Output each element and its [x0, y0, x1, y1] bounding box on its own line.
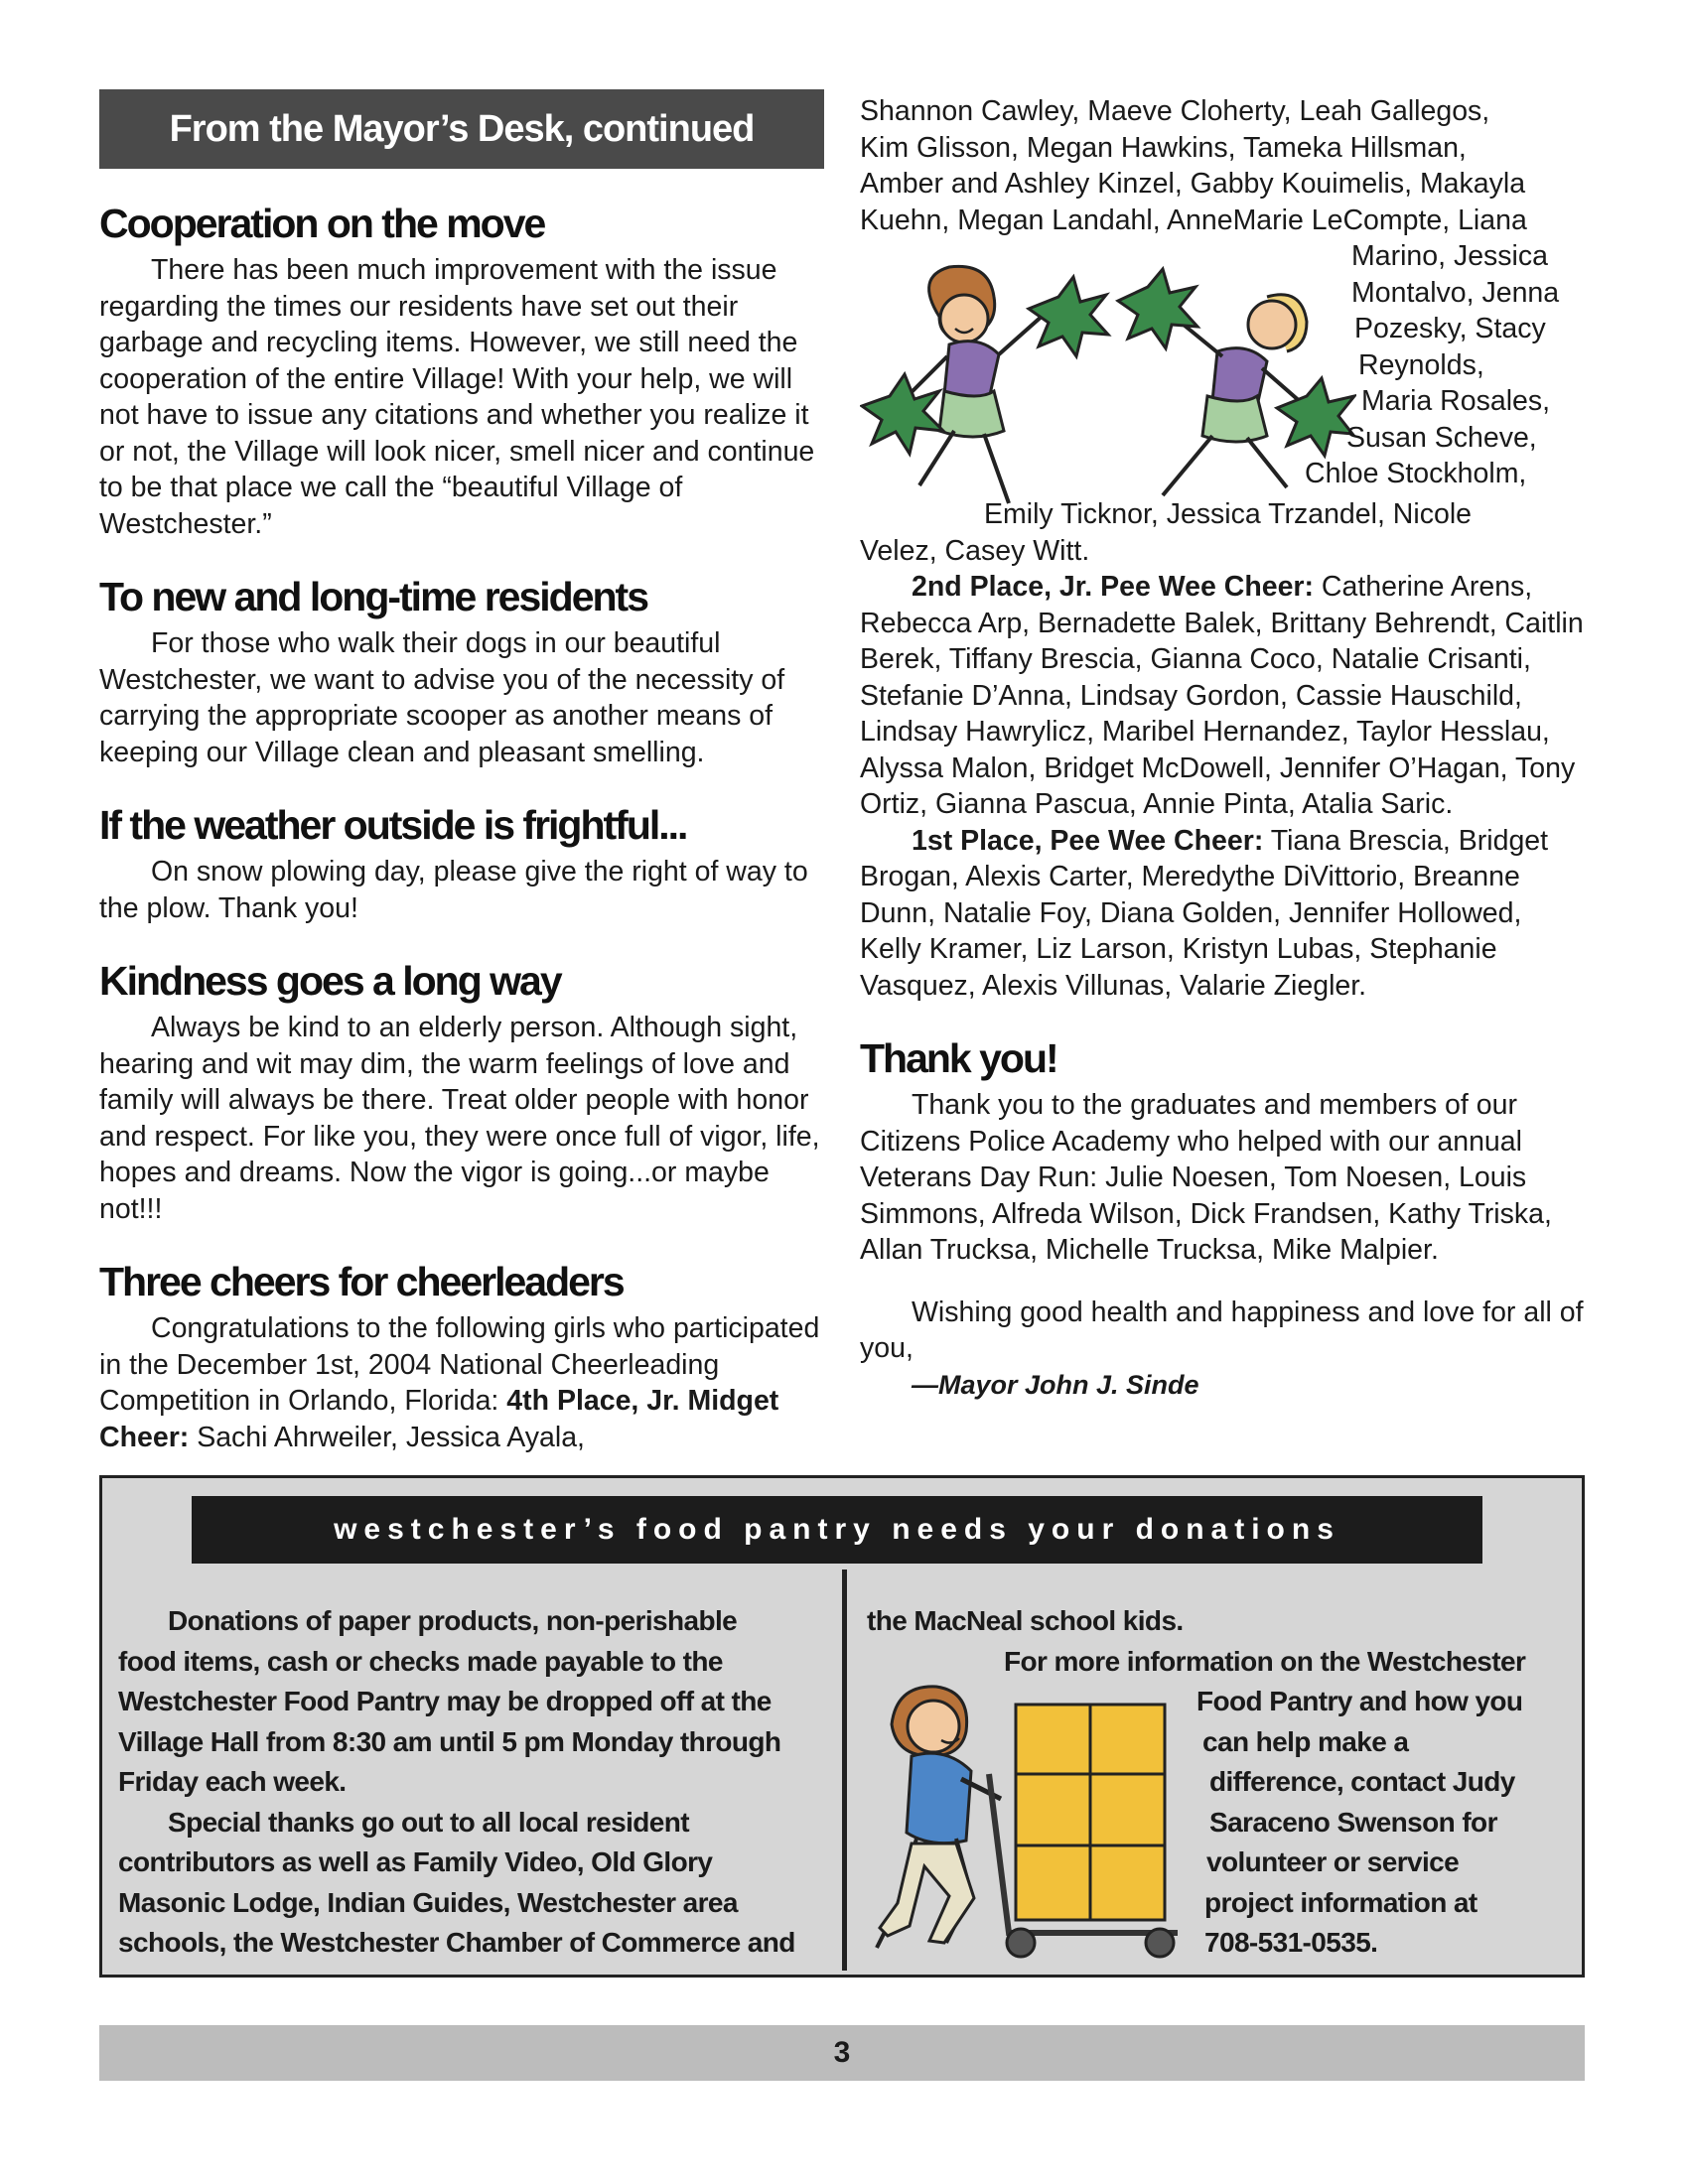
pantry-line: Special thanks go out to all local resident	[168, 1806, 689, 1838]
pantry-line: project information at	[1204, 1886, 1477, 1918]
pantry-line: contributors as well as Family Video, Old Glory	[118, 1846, 713, 1877]
pantry-line: Masonic Lodge, Indian Guides, Westchester area	[118, 1886, 738, 1918]
paragraph-first-place	[860, 823, 1585, 1005]
names-line: Chloe Stockholm,	[1305, 458, 1527, 489]
names-line: Pozesky, Stacy	[1354, 313, 1546, 344]
pantry-column-divider	[842, 1570, 847, 1971]
heading-cheerleaders: Three cheers for cheerleaders	[99, 1259, 624, 1304]
paragraph-weather: On snow plowing day, please give the right of way to the plow. Thank you!	[99, 856, 808, 924]
names-line: Montalvo, Jenna	[1351, 276, 1560, 309]
names-line: Maria Rosales,	[1361, 385, 1551, 417]
pantry-title-bar: westchester’s food pantry needs your donations	[192, 1496, 1482, 1564]
paragraph-residents: For those who walk their dogs in our beautiful Westchester, we want to advise you of the necessity of carrying the appropriate scooper as another means of keeping our Village clean and pleasant smelling.	[99, 627, 785, 768]
names-line: Reynolds,	[1358, 348, 1484, 381]
pantry-line: Westchester Food Pantry may be dropped off at the	[118, 1686, 772, 1716]
names-line: Kim Glisson, Megan Hawkins, Tameka Hillsman,	[860, 131, 1467, 164]
pantry-line: Saraceno Swenson for	[1209, 1806, 1497, 1838]
pantry-line: Food Pantry and how you	[1196, 1686, 1523, 1716]
place-1st-label: 1st Place, Pee Wee Cheer:	[912, 824, 1264, 857]
cheer-intro: Congratulations to the following girls who participated in the December 1st, 2004 National Cheerleading Competition in Orlando, Florida:	[99, 1312, 820, 1417]
pantry-line: Friday each week.	[118, 1766, 347, 1797]
food-pantry-box	[99, 1475, 1585, 1978]
pantry-line: difference, contact Judy	[1209, 1766, 1515, 1797]
mayor-signature: —Mayor John J. Sinde	[912, 1369, 1199, 1400]
paragraph-second-place	[860, 569, 1585, 823]
paragraph-cooperation: There has been much improvement with the issue regarding the times our residents have set out their garbage and recycling items. However, we still need the cooperation of the entire Village! With your help, we will not have to issue any citations and whether you realize it or not, the Village will look nicer, smell nicer and continue to be that place we call the “beautiful Village of Westchester.”	[99, 254, 815, 540]
pantry-line: Donations of paper products, non-perishable	[168, 1605, 738, 1636]
right-column	[860, 93, 1585, 1403]
pantry-line: For more information on the Westchester	[1004, 1645, 1526, 1677]
pantry-line: 708-531-0535.	[1204, 1927, 1378, 1958]
pantry-line: Village Hall from 8:30 am until 5 pm Monday through	[118, 1725, 781, 1757]
paragraph-cheerleaders	[99, 1310, 824, 1455]
page-number-bar	[99, 2025, 1585, 2081]
pantry-line: can help make a	[1202, 1725, 1409, 1757]
names-line: Shannon Cawley, Maeve Cloherty, Leah Gallegos,	[860, 95, 1490, 127]
left-column	[99, 89, 824, 1455]
names-line: Kuehn, Megan Landahl, AnneMarie LeCompte, Liana	[860, 204, 1527, 236]
pantry-line: schools, the Westchester Chamber of Commerce and	[118, 1927, 795, 1958]
second-place-names: Catherine Arens, Rebecca Arp, Bernadette Balek, Brittany Behrendt, Caitlin Berek, Tiffany Brescia, Gianna Coco, Natalie Crisanti, Stefanie D’Anna, Lindsay Gordon, Cassie Hauschild, Lindsay Hawrylicz, Maribel Hernandez, Taylor Hesslau, Alyssa Malon, Bridget McDowell, Jennifer O’Hagan, Tony Ortiz, Gianna Pascua, Annie Pinta, Atalia Saric.	[860, 571, 1584, 820]
names-line: Marino, Jessica	[1351, 240, 1548, 272]
names-line: Amber and Ashley Kinzel, Gabby Kouimelis, Makayla	[860, 168, 1526, 200]
heading-residents: To new and long-time residents	[99, 574, 648, 619]
cheer-names-start: Sachi Ahrweiler, Jessica Ayala,	[189, 1421, 585, 1453]
section-banner: From the Mayor’s Desk, continued	[99, 89, 824, 169]
first-place-names: Tiana Brescia, Bridget Brogan, Alexis Carter, Meredythe DiVittorio, Breanne Dunn, Natalie Foy, Diana Golden, Jennifer Hollowed, Kelly Kramer, Liz Larson, Kristyn Lubas, Stephanie Vasquez, Alexis Villunas, Valarie Ziegler.	[860, 824, 1549, 1002]
paragraph-thank-you: Thank you to the graduates and members of our Citizens Police Academy who helped with our annual Veterans Day Run: Julie Noesen, Tom Noesen, Louis Simmons, Alfreda Wilson, Dick Frandsen, Kathy Triska, Allan Trucksa, Michelle Trucksa, Mike Malpier.	[860, 1089, 1552, 1266]
place-4th-label: 4th Place, Jr. Midget Cheer:	[99, 1385, 779, 1453]
names-line: Emily Ticknor, Jessica Trzandel, Nicole	[984, 498, 1472, 530]
pantry-line: the MacNeal school kids.	[867, 1605, 1184, 1636]
paragraph-kindness: Always be kind to an elderly person. Although sight, hearing and wit may dim, the warm feelings of love and family will always be there. Treat older people with honor and respect. For like you, they were once full of vigor, life, hopes and dreams. Now the vigor is going...or maybe not!!!	[99, 1012, 820, 1225]
food-box-stack	[1016, 1705, 1165, 1920]
heading-thank-you: Thank you!	[860, 1035, 1057, 1081]
heading-kindness: Kindness goes a long way	[99, 958, 561, 1004]
paragraph-closing: Wishing good health and happiness and love for all of you,	[860, 1296, 1584, 1364]
page-number: 3	[833, 2036, 851, 2069]
heading-cooperation: Cooperation on the move	[99, 201, 545, 246]
names-line: Susan Scheve,	[1346, 421, 1537, 454]
hand-truck-illustration	[872, 1675, 1209, 1965]
delivery-man-figure	[877, 1687, 1001, 1948]
place-2nd-label: 2nd Place, Jr. Pee Wee Cheer:	[912, 571, 1315, 603]
pantry-line: food items, cash or checks made payable to the	[118, 1645, 723, 1677]
pantry-left-column	[118, 1601, 828, 1964]
pantry-line: volunteer or service	[1206, 1846, 1460, 1877]
heading-weather: If the weather outside is frightful...	[99, 802, 687, 848]
names-line: Velez, Casey Witt.	[860, 534, 1090, 567]
